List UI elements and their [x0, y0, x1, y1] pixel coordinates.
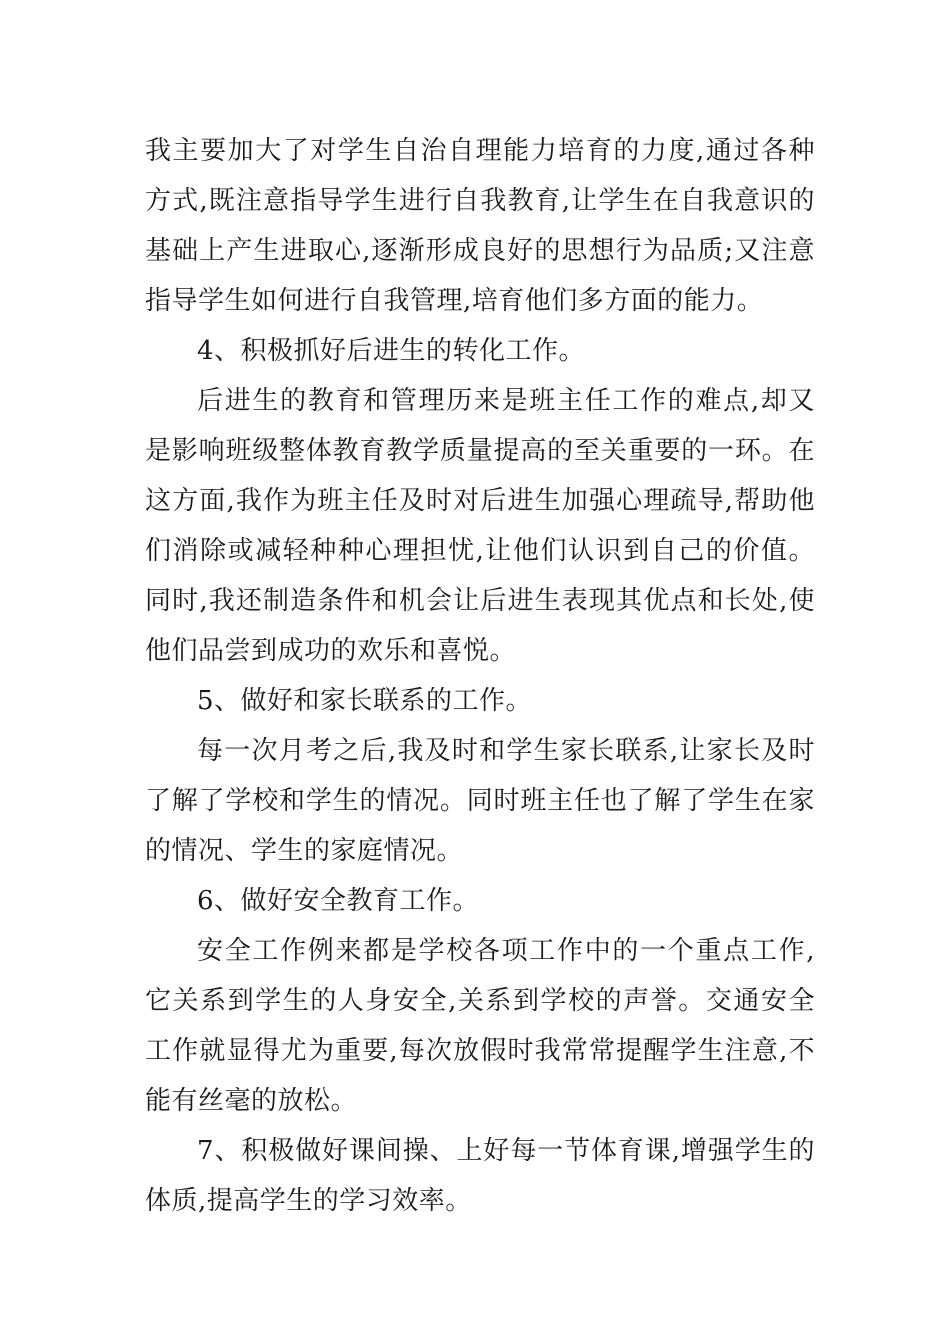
document-body [145, 126, 815, 1226]
section-heading-6: 6、做好安全教育工作。 [197, 886, 480, 916]
paragraph-1: 我主要加大了对学生自治自理能力培育的力度,通过各种方式,既注意指导学生进行自我教育,让学生在自我意识的基础上产生进取心,逐渐形成良好的思想行为品质;又注意指导学生如何进行自我管理,培育他们多方面的能力。 [145, 136, 815, 316]
paragraph-2: 后进生的教育和管理历来是班主任工作的难点,却又是影响班级整体教育教学质量提高的至关重要的一环。在这方面,我作为班主任及时对后进生加强心理疏导,帮助他们消除或减轻种种心理担忧,让他们认识到自己的价值。同时,我还制造条件和机会让后进生表现其优点和长处,使他们品尝到成功的欢乐和喜悦。 [145, 386, 815, 666]
section-heading-4: 4、积极抓好后进生的转化工作。 [197, 336, 586, 366]
paragraph-3: 每一次月考之后,我及时和学生家长联系,让家长及时了解了学校和学生的情况。同时班主任也了解了学生在家的情况、学生的家庭情况。 [145, 736, 815, 866]
section-heading-7: 7、积极做好课间操、上好每一节体育课,增强学生的体质,提高学生的学习效率。 [145, 1136, 815, 1216]
paragraph-4: 安全工作例来都是学校各项工作中的一个重点工作,它关系到学生的人身安全,关系到学校的声誉。交通安全工作就显得尤为重要,每次放假时我常常提醒学生注意,不能有丝毫的放松。 [145, 936, 815, 1116]
section-heading-5: 5、做好和家长联系的工作。 [197, 686, 533, 716]
